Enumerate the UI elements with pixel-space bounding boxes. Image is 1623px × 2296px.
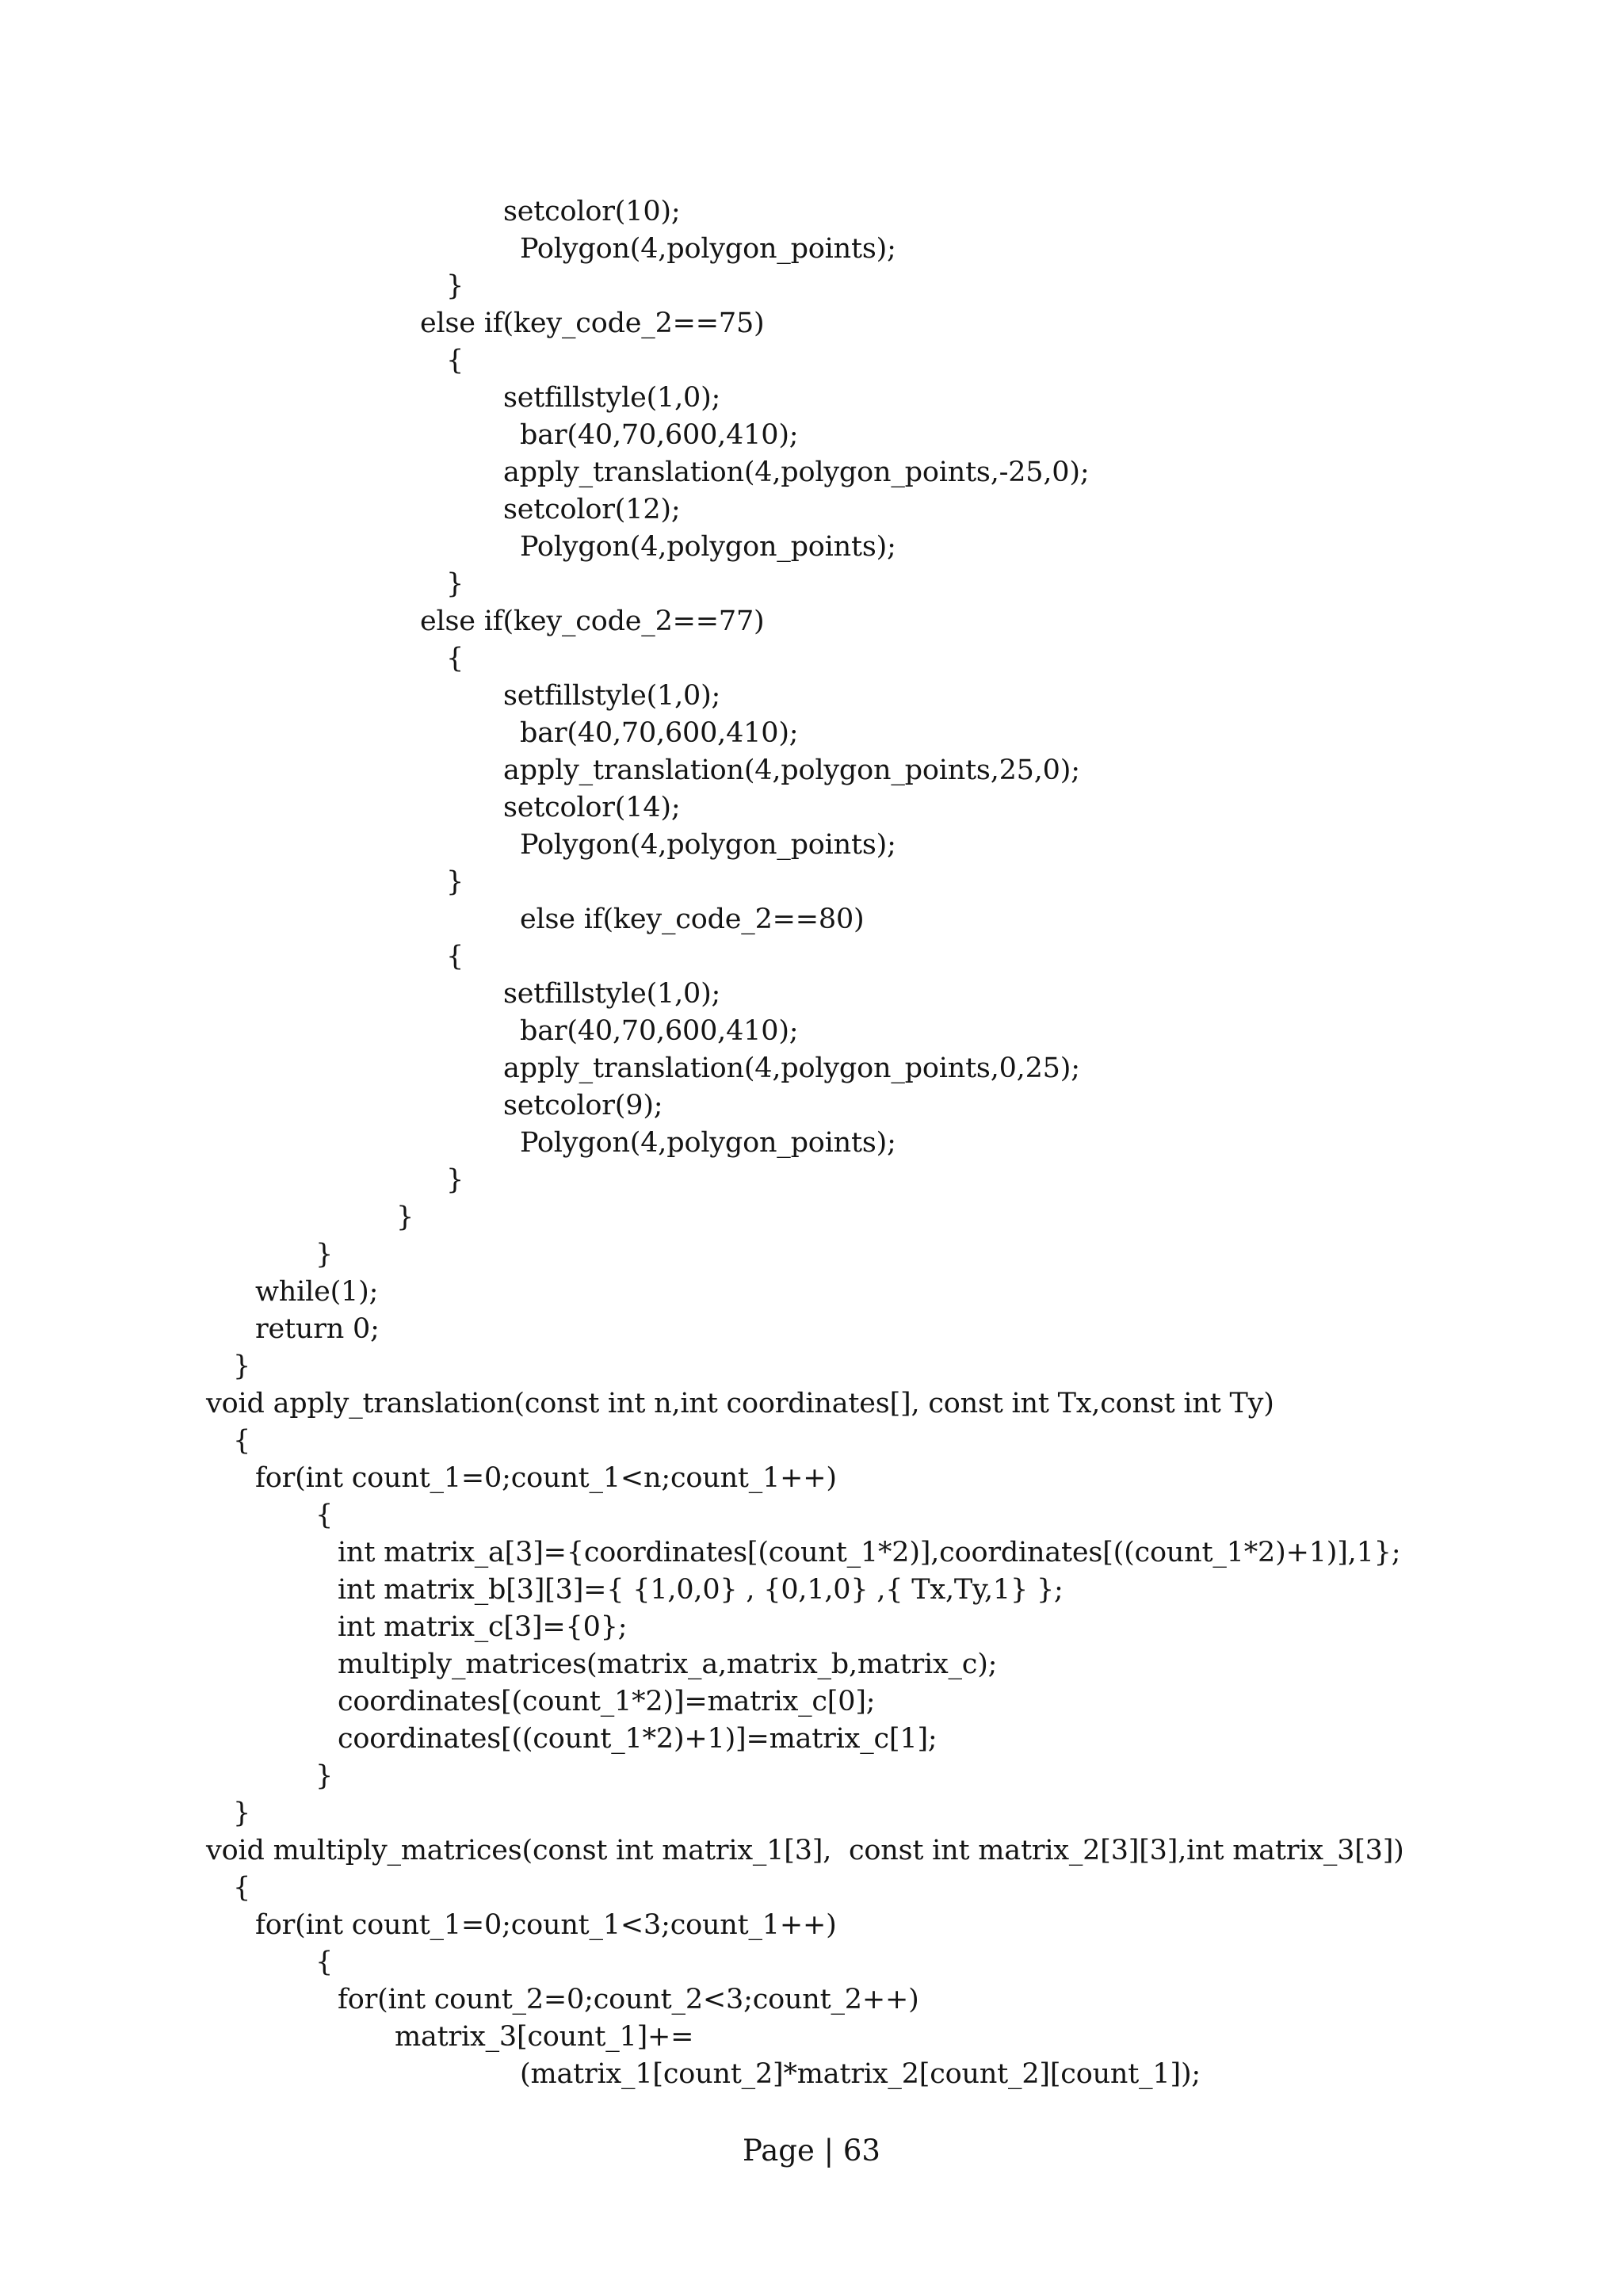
code-line: apply_translation(4,polygon_points,0,25); [503,1052,1080,1084]
code-line: setcolor(14); [503,792,681,823]
code-line: void multiply_matrices(const int matrix_1[3], const int matrix_2[3][3],int matrix_3[3]) [206,1835,1404,1866]
code-line: Polygon(4,polygon_points); [520,829,896,861]
code-line: { [233,1425,251,1457]
code-line: Polygon(4,polygon_points); [520,1127,896,1159]
code-line: int matrix_c[3]={0}; [338,1611,628,1643]
code-line: { [233,1872,251,1904]
code-line: for(int count_1=0;count_1<n;count_1++) [255,1462,837,1494]
code-line: } [446,568,464,600]
code-line: setcolor(12); [503,494,681,525]
code-line: } [315,1760,334,1792]
code-line: bar(40,70,600,410); [520,717,799,749]
code-line: } [233,1350,251,1382]
code-line: setfillstyle(1,0); [503,382,721,414]
code-line: for(int count_2=0;count_2<3;count_2++) [338,1984,919,2015]
code-line: } [446,866,464,898]
page-number-footer: Page | 63 [743,2134,880,2168]
code-line: int matrix_b[3][3]={ {1,0,0} , {0,1,0} ,{ Tx,Ty,1} }; [338,1574,1064,1606]
code-line: Polygon(4,polygon_points); [520,233,896,265]
code-line: { [446,643,464,674]
code-line: { [315,1946,334,1978]
code-line: void apply_translation(const int n,int coordinates[], const int Tx,const int Ty) [206,1388,1274,1419]
code-line: coordinates[((count_1*2)+1)]=matrix_c[1]; [338,1723,938,1755]
code-line: } [446,270,464,302]
code-line: } [233,1797,251,1829]
code-line: return 0; [255,1313,380,1345]
code-line: setcolor(10); [503,196,681,227]
code-line: { [446,345,464,376]
code-line: bar(40,70,600,410); [520,419,799,451]
code-line: (matrix_1[count_2]*matrix_2[count_2][count_1]); [520,2058,1201,2090]
code-line: for(int count_1=0;count_1<3;count_1++) [255,1909,837,1941]
code-line: Polygon(4,polygon_points); [520,531,896,563]
code-line: matrix_3[count_1]+= [395,2021,694,2053]
code-line: { [315,1499,334,1531]
code-line: multiply_matrices(matrix_a,matrix_b,matrix_c); [338,1648,998,1680]
code-line: coordinates[(count_1*2)]=matrix_c[0]; [338,1686,876,1717]
code-line: } [396,1201,414,1233]
code-line: apply_translation(4,polygon_points,-25,0); [503,457,1090,488]
code-line: } [315,1239,334,1270]
code-line: setfillstyle(1,0); [503,978,721,1010]
code-line: apply_translation(4,polygon_points,25,0); [503,755,1080,786]
code-line: while(1); [255,1276,379,1308]
code-line: setcolor(9); [503,1090,663,1121]
code-line: setfillstyle(1,0); [503,680,721,712]
code-line: else if(key_code_2==80) [520,904,865,935]
code-line: bar(40,70,600,410); [520,1015,799,1047]
code-line: else if(key_code_2==75) [420,308,765,339]
code-line: int matrix_a[3]={coordinates[(count_1*2)],coordinates[((count_1*2)+1)],1}; [338,1537,1401,1568]
code-line: else if(key_code_2==77) [420,606,765,637]
code-line: { [446,941,464,972]
code-line: } [446,1164,464,1196]
